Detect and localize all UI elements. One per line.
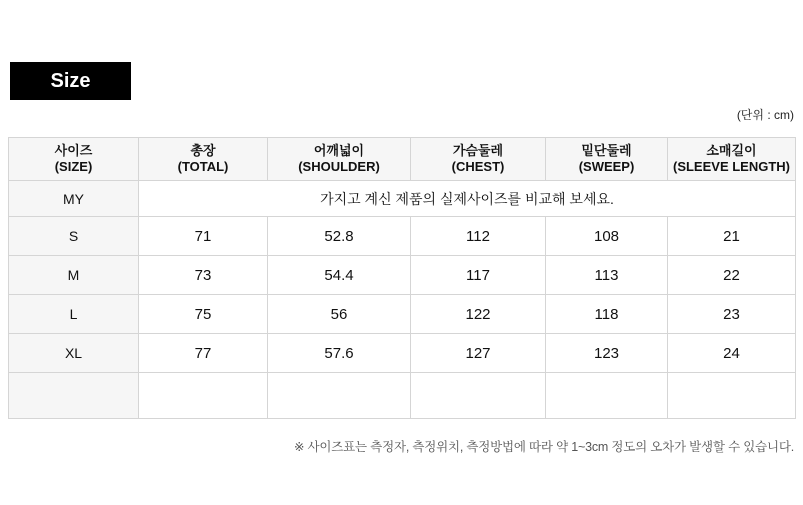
- cell-m-sleeve: 22: [668, 256, 796, 295]
- cell-m-shoulder: 54.4: [268, 256, 411, 295]
- column-header-total-ko: 총장: [190, 142, 216, 158]
- cell-empty-sleeve: [668, 373, 796, 419]
- column-header-size-en: (SIZE): [54, 159, 93, 174]
- cell-l-sleeve: 23: [668, 295, 796, 334]
- row-label-s: S: [9, 217, 139, 256]
- cell-m-total: 73: [139, 256, 268, 295]
- column-header-shoulder: [268, 138, 411, 181]
- column-header-chest-ko: 가슴둘레: [452, 142, 504, 158]
- cell-l-total: 75: [139, 295, 268, 334]
- column-header-sweep: [546, 138, 668, 181]
- cell-empty-chest: [411, 373, 546, 419]
- my-size-compare-message: 가지고 계신 제품의 실제사이즈를 비교해 보세요.: [139, 181, 796, 217]
- cell-xl-sleeve: 24: [668, 334, 796, 373]
- table-row-l: [9, 295, 796, 334]
- cell-l-sweep: 118: [546, 295, 668, 334]
- unit-label: (단위 : cm): [736, 108, 794, 122]
- cell-empty-shoulder: [268, 373, 411, 419]
- header-row: [9, 138, 796, 181]
- cell-s-chest: 112: [411, 217, 546, 256]
- table-row-s: [9, 217, 796, 256]
- cell-s-total: 71: [139, 217, 268, 256]
- size-table-footnote: ※ 사이즈표는 측정자, 측정위치, 측정방법에 따라 약 1~3cm 정도의 오차가 발생할 수 있습니다.: [294, 440, 794, 454]
- column-header-shoulder-en: (SHOULDER): [298, 159, 380, 174]
- column-header-sweep-ko: 밑단둘레: [581, 142, 632, 158]
- cell-empty-total: [139, 373, 268, 419]
- cell-s-shoulder: 52.8: [268, 217, 411, 256]
- row-label-m: M: [9, 256, 139, 295]
- table-row-empty: [9, 373, 796, 419]
- row-label-my: MY: [9, 181, 139, 217]
- column-header-total-en: (TOTAL): [177, 159, 229, 174]
- cell-m-chest: 117: [411, 256, 546, 295]
- column-header-size-ko: 사이즈: [54, 142, 93, 158]
- row-label-xl: XL: [9, 334, 139, 373]
- size-table: [8, 137, 796, 419]
- column-header-size: [9, 138, 139, 181]
- row-label-empty: [9, 373, 139, 419]
- table-row-m: [9, 256, 796, 295]
- column-header-sweep-en: (SWEEP): [578, 159, 635, 174]
- column-header-sleeve-length-en: (SLEEVE LENGTH): [672, 159, 790, 174]
- cell-l-chest: 122: [411, 295, 546, 334]
- column-header-shoulder-ko: 어깨넓이: [313, 142, 365, 158]
- cell-s-sleeve: 21: [668, 217, 796, 256]
- table-row-xl: [9, 334, 796, 373]
- size-section-badge-label: Size: [50, 69, 91, 92]
- column-header-chest: [411, 138, 546, 181]
- cell-s-sweep: 108: [546, 217, 668, 256]
- cell-xl-total: 77: [139, 334, 268, 373]
- cell-xl-shoulder: 57.6: [268, 334, 411, 373]
- column-header-sleeve-length: [668, 138, 796, 181]
- cell-empty-sweep: [546, 373, 668, 419]
- cell-l-shoulder: 56: [268, 295, 411, 334]
- cell-m-sweep: 113: [546, 256, 668, 295]
- column-header-sleeve-length-ko: 소매길이: [706, 142, 757, 158]
- size-section-badge: [10, 62, 131, 100]
- size-table-header: [9, 138, 796, 181]
- cell-xl-sweep: 123: [546, 334, 668, 373]
- row-label-l: L: [9, 295, 139, 334]
- size-table-body: [9, 181, 796, 419]
- table-row-my: [9, 181, 796, 217]
- column-header-total: [139, 138, 268, 181]
- column-header-chest-en: (CHEST): [451, 159, 505, 174]
- cell-xl-chest: 127: [411, 334, 546, 373]
